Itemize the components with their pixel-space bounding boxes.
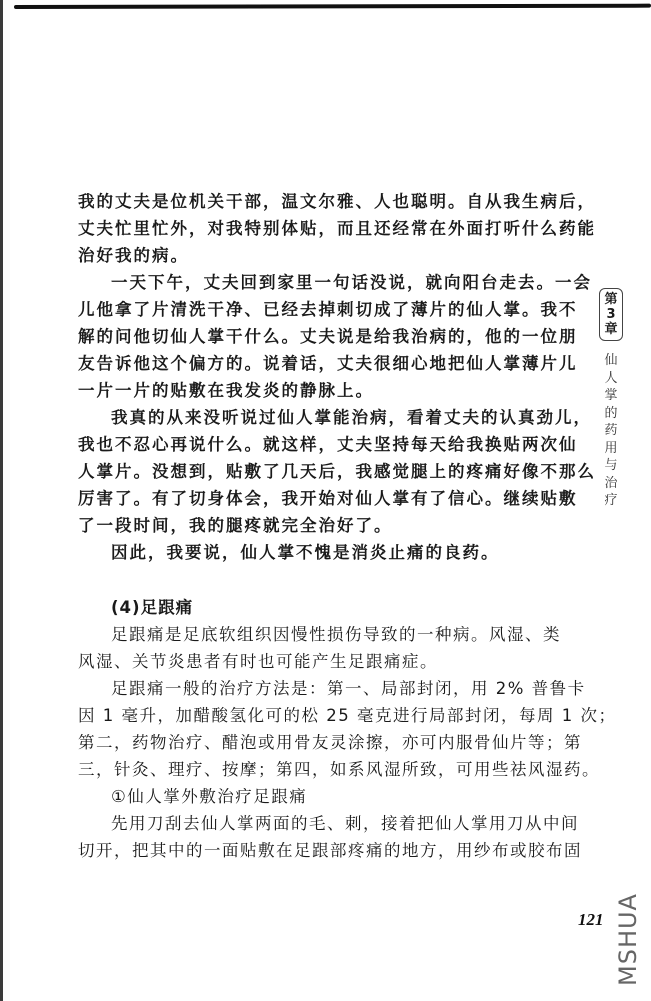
text-line: 切开，把其中的一面贴敷在足跟部疼痛的地方，用纱布或胶布固 <box>78 841 582 860</box>
text-line: 友告诉他这个偏方的。说着话，丈夫很细心地把仙人掌薄片儿 <box>78 354 578 373</box>
text-line: 足跟痛一般的治疗方法是：第一、局部封闭，用 2% 普鲁卡 <box>111 679 586 698</box>
chapter-tab-char: 第 <box>604 292 618 307</box>
text-line: 我的丈夫是位机关干部，温文尔雅、人也聪明。自从我生病后， <box>78 192 596 211</box>
text-line: 治好我的病。 <box>78 246 189 265</box>
text-line: 我也不忍心再说什么。就这样，丈夫坚持每天给我换贴两次仙 <box>78 435 578 454</box>
chapter-title-char: 仙 <box>604 353 618 368</box>
text-line: 儿他拿了片清洗干净、已经去掉刺切成了薄片的仙人掌。我不 <box>78 300 578 319</box>
text-line: 一片一片的贴敷在我发炎的静脉上。 <box>78 381 374 400</box>
text-line: 足跟痛是足底软组织因慢性损伤导致的一种病。风湿、类 <box>111 625 561 644</box>
story-text <box>78 188 596 566</box>
text-line: 第二，药物治疗、醋泡或用骨友灵涂擦，亦可内服骨仙片等；第 <box>78 733 582 752</box>
text-line: 三，针灸、理疗、按摩；第四，如系风湿所致，可用些祛风湿药。 <box>78 760 600 779</box>
text-line: 人掌片。没想到，贴敷了几天后，我感觉腿上的疼痛好像不那么 <box>78 462 596 481</box>
header-rule <box>14 4 651 9</box>
page-body <box>78 188 617 864</box>
text-line: 丈夫忙里忙外，对我特别体贴，而且还经常在外面打听什么药能 <box>78 219 596 238</box>
chapter-title-char: 的 <box>604 405 618 421</box>
chapter-title-char: 人 <box>604 370 618 386</box>
text-line: 解的问他切仙人掌干什么。丈夫说是给我治病的，他的一位朋 <box>78 327 578 346</box>
text-line: 厉害了。有了切身体会，我开始对仙人掌有了信心。继续贴敷 <box>78 489 578 508</box>
text-line: 了一段时间，我的腿疼就完全治好了。 <box>78 516 393 535</box>
watermark: MSHUA <box>614 893 642 987</box>
chapter-title-char: 掌 <box>604 388 618 403</box>
chapter-title-char: 用 <box>604 440 618 456</box>
sub-heading: ①仙人掌外敷治疗足跟痛 <box>111 787 308 806</box>
text-line: 我真的从来没听说过仙人掌能治病，看着丈夫的认真劲儿， <box>111 408 592 427</box>
chapter-title-char: 与 <box>604 458 618 473</box>
section-heel-pain <box>78 594 617 864</box>
section-gap <box>78 566 578 594</box>
section-heading: (4)足跟痛 <box>111 598 194 617</box>
page-number: 121 <box>578 910 604 929</box>
text-line: 因 1 毫升，加醋酸氢化可的松 25 毫克进行局部封闭，每周 1 次； <box>78 706 617 725</box>
chapter-title-char: 治 <box>604 475 618 491</box>
chapter-running-title <box>602 352 620 510</box>
chapter-tab <box>599 288 623 341</box>
text-line: 风湿、关节炎患者有时也可能产生足跟痛症。 <box>78 652 438 671</box>
chapter-tab-number: 3 <box>606 307 616 322</box>
text-line: 先用刀刮去仙人掌两面的毛、刺，接着把仙人掌用刀从中间 <box>111 814 579 833</box>
text-line: 因此，我要说，仙人掌不愧是消炎止痛的良药。 <box>111 543 500 562</box>
chapter-title-char: 药 <box>604 423 618 438</box>
text-line: 一天下午，丈夫回到家里一句话没说，就向阳台走去。一会 <box>111 273 592 292</box>
chapter-tab-char: 章 <box>604 322 618 337</box>
chapter-title-char: 疗 <box>604 493 618 508</box>
page-left-edge <box>0 0 3 1001</box>
